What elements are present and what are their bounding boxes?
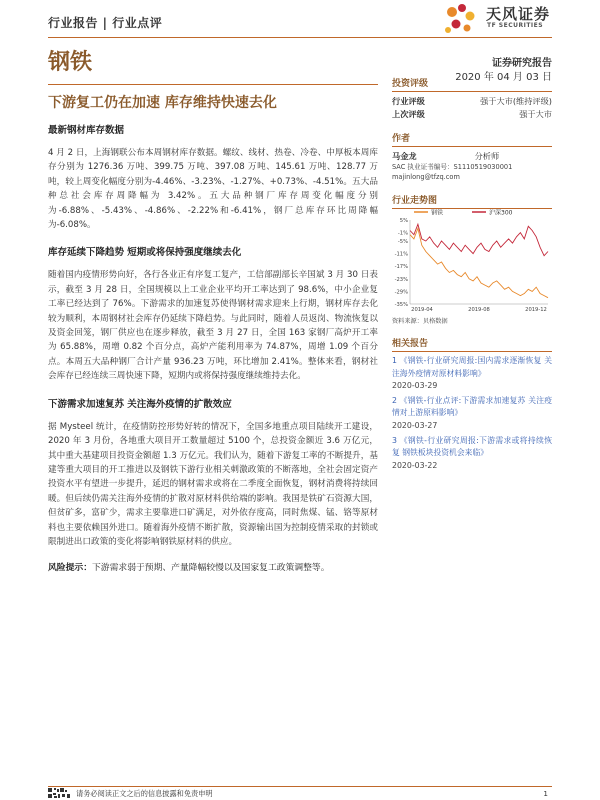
industry-category: 钢铁 <box>48 50 93 75</box>
related-report-link[interactable]: 2 《钢铁-行业点评:下游需求加速复苏 关注疫情对上游原料影响》 <box>392 395 552 418</box>
section-heading: 库存延续下降趋势 短期或将保持强度继续去化 <box>48 247 242 259</box>
y-tick-label: -5% <box>397 239 408 245</box>
title-divider <box>48 84 378 85</box>
risk-text: 下游需求弱于预期、产量降幅较慢以及国家复工政策调整等。 <box>92 563 330 574</box>
related-report-date: 2020-03-22 <box>392 460 438 470</box>
report-body <box>48 122 378 575</box>
y-tick-label: -29% <box>394 289 408 296</box>
disclaimer-notice: 请务必阅读正文之后的信息披露和免责申明 <box>76 789 213 798</box>
y-tick-label: -11% <box>394 251 408 258</box>
qr-code-icon <box>48 788 70 798</box>
report-type: 证券研究报告 <box>492 58 552 69</box>
rating-key: 上次评级 <box>392 109 425 119</box>
x-tick-label: 2019-08 <box>468 307 490 313</box>
industry-trend-chart <box>392 206 552 316</box>
author-name: 马金龙 <box>392 151 417 161</box>
author-heading: 作者 <box>392 131 552 147</box>
related-report-link[interactable]: 3 《钢铁-行业研究周报:下游需求或将持续恢复 钢铁板块投资机会来临》 <box>392 435 552 458</box>
page-number: 1 <box>543 789 548 798</box>
risk-warning <box>48 561 378 575</box>
y-tick-label: -23% <box>394 276 408 283</box>
author-panel <box>392 131 552 182</box>
y-tick-label: -35% <box>394 302 408 308</box>
rating-heading: 投资评级 <box>392 76 552 92</box>
rating-row <box>392 108 552 121</box>
related-report-date: 2020-03-27 <box>392 420 438 430</box>
rating-value: 强于大市 <box>519 109 552 119</box>
y-tick-label: -17% <box>394 264 408 271</box>
related-report-link[interactable]: 1 《钢铁-行业研究周报:国内需求逐渐恢复 关注海外疫情对原材料影响》 <box>392 356 552 378</box>
x-tick-label: 2019-12 <box>525 307 547 313</box>
logo-subtext: TF SECURITIES <box>487 22 544 29</box>
series-line <box>410 224 548 256</box>
section-paragraph: 随着国内疫情形势向好，各行各业正有序复工复产，工信部副部长辛国斌 3 月 30 日表示，截至 3 月 28 日，全国规模以上工业企业平均开工率达到了 98.6%，中小企业复工率已经达到了 76%。下游需求的加速复苏使得钢材需求迎来上行期，钢材库存去化较为顺利，本周钢材社会库存仍延续下降趋势。与此同时，随着人员返岗、物流恢复以及资金回笼，钢厂供应也在逐步释放，截至 3 月 27 日，全国 163 家钢厂高炉开工率为 65.88%，周增 0.82 个百分点，高炉产能利用率为 74.87%，周增 1.09 个百分点。本周五大品种钢厂合计产量 936.23 万吨，环比增加 2.41%。整体来看，钢材社会库存已经连续三周快速下降，短期内或将保持强度继续维持去化。 <box>48 270 378 382</box>
footer-divider <box>48 786 552 787</box>
legend-label: 钢铁 <box>431 209 444 217</box>
header-divider <box>48 37 552 38</box>
rating-key: 行业评级 <box>392 96 425 106</box>
author-email[interactable]: majinlong@tfzq.com <box>392 173 460 181</box>
report-date: 2020 年 04 月 03 日 <box>455 72 552 83</box>
trend-chart-svg <box>392 206 552 316</box>
rating-row <box>392 95 552 108</box>
chart-source: 资料来源：贝格数据 <box>392 318 448 325</box>
section-heading: 下游需求加速复苏 关注海外疫情的扩散效应 <box>48 398 232 410</box>
related-report-date: 2020-03-29 <box>392 381 438 391</box>
legend-label: 沪深300 <box>489 209 513 217</box>
y-tick-label: 5% <box>399 218 408 224</box>
risk-label: 风险提示： <box>48 563 92 574</box>
related-reports <box>392 336 552 474</box>
chart-heading: 行业走势图 <box>392 193 552 209</box>
page-title: 下游复工仍在加速 库存维持快速去化 <box>48 95 277 111</box>
section-paragraph: 据 Mysteel 统计，在疫情防控形势好转的情况下，全国多地重点项目陆续开工建设，2020 年 3 月份，各地重大项目开工数量超过 5100 个，总投资金额近 3.6 万亿元，其中重大基建项目投资金额超 1.3 万亿元。我们认为，随着下游复工率的不断提升，基建等重大项目的开工推进以及钢铁下游行业相关刺激政策的不断落地，全社会固定资产投资水平有望进一步提升，延迟的钢材需求或将在二季度全面恢复，钢材消费将持续回暖。但后续仍需关注海外疫情的扩散对原材料供给端的影响。我国是铁矿石资源大国，但贫矿多，富矿少，需求主要靠进口矿满足，对外依存度高，同时焦煤、锰、铬等原材料也主要依赖国外进口。随着海外疫情不断扩散，资源输出国为控制疫情采取的封锁或限制进出口政策的变化将影响钢铁原材料的供应。 <box>48 421 378 547</box>
x-tick-label: 2019-04 <box>411 307 433 313</box>
report-category-label: 行业报告 | 行业点评 <box>48 16 163 30</box>
logo-text: 天风证券 <box>486 5 551 23</box>
author-role: 分析师 <box>474 151 500 161</box>
rating-value: 强于大市(维持评级) <box>480 96 552 106</box>
author-cert: SAC 执业证书编号：S1110519030001 <box>392 163 513 171</box>
section-heading: 最新钢材库存数据 <box>48 125 125 136</box>
y-tick-label: -1% <box>397 230 408 237</box>
section-paragraph: 4 月 2 日，上海钢联公布本周钢材库存数据。螺纹、线材、热卷、冷卷、中厚板本周库存分别为 1276.36 万吨、399.75 万吨、397.08 万吨、145.61 万吨、128.77 万吨，较上周变化幅度分别为-4.46%、-3.23%、-1.27%、+0.73%、-4.51%。五大品种总社会库存周降幅为 3.42%。五大品种钢厂库存周变化幅度分别为-6.88%、-5.43%、-4.86%、-2.22%和-6.41%，钢厂总库存环比周降幅为-6.08%。 <box>48 148 378 231</box>
related-heading: 相关报告 <box>392 336 552 352</box>
author-row <box>392 150 552 162</box>
rating-panel <box>392 76 552 121</box>
